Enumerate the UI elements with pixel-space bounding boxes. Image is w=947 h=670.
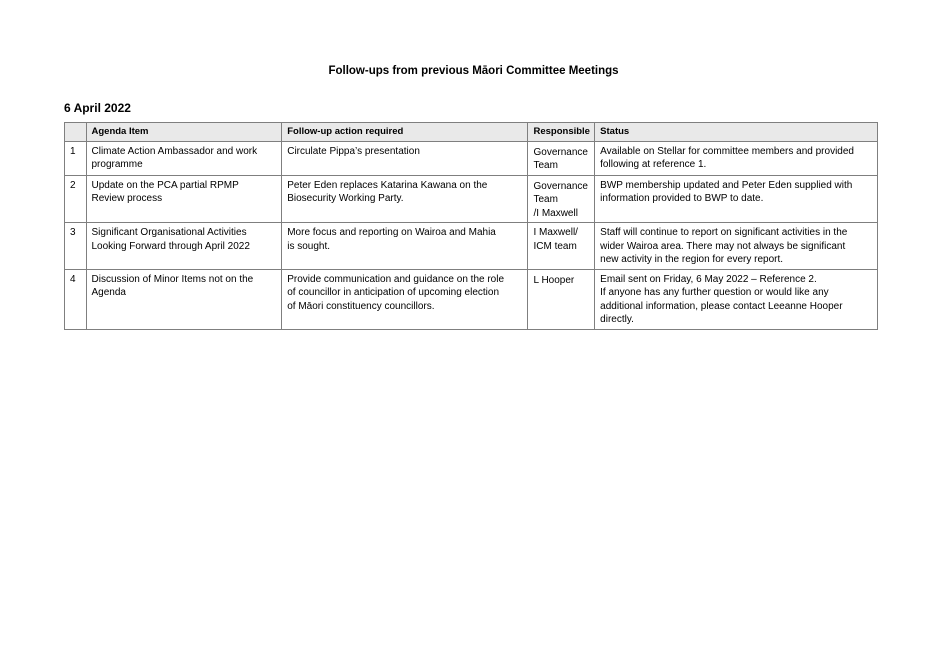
cell-line: ICM team [533,240,577,252]
cell-line: Agenda [91,287,126,298]
responsible-cell [528,223,595,270]
action-cell [282,269,528,329]
cell-line: If anyone has any further question or would like any [600,287,829,298]
cell-line: additional information, please contact Leeanne Hooper [600,300,843,312]
action-cell [282,141,528,175]
table-header [65,123,878,142]
responsible-cell [528,175,595,223]
cell-line: is sought. [287,240,331,252]
cell-line: Climate Action Ambassador and work [91,145,258,157]
responsible-cell [528,141,595,175]
table-row [65,223,878,270]
status-cell [595,175,878,223]
status-cell [595,269,878,329]
cell-line: L Hooper [533,274,575,286]
row-number: 4 [65,269,87,329]
cell-line: /I Maxwell [533,207,578,219]
header-number [65,123,87,142]
cell-line: Update on the PCA partial RPMP [91,179,239,191]
cell-line: Team [533,160,558,171]
agenda-item-cell [86,175,282,223]
cell-line: Staff will continue to report on significant activities in the [600,227,848,238]
cell-line: Governance [533,180,588,192]
cell-line: Available on Stellar for committee members and provided [600,145,854,157]
row-number: 3 [65,223,87,270]
document-title: Follow-ups from previous Māori Committee Meetings [328,65,619,77]
meeting-date-heading: 6 April 2022 [64,101,131,115]
cell-line: of Māori constituency councillors. [287,300,435,312]
cell-line: Governance [533,146,588,158]
agenda-item-cell [86,269,282,329]
cell-line: Review process [91,193,163,204]
cell-line: BWP membership updated and Peter Eden supplied with [600,179,853,191]
cell-line: Provide communication and guidance on the role [287,273,505,285]
cell-line: programme [91,159,143,170]
row-number: 2 [65,175,87,223]
action-cell [282,223,528,270]
cell-line: Circulate Pippa’s presentation [287,145,420,157]
header-agenda-item: Agenda Item [86,123,282,142]
table-row [65,269,878,329]
cell-line: directly. [600,314,634,325]
cell-line: information provided to BWP to date. [600,193,764,204]
cell-line: wider Wairoa area. There may not always be significant [600,240,846,252]
action-cell [282,175,528,223]
header-responsible: Responsible [528,123,595,142]
table-row [65,141,878,175]
header-status: Status [595,123,878,142]
status-cell [595,223,878,270]
row-number: 1 [65,141,87,175]
cell-line: of councillor in anticipation of upcoming election [287,287,500,298]
follow-ups-table [64,122,878,330]
cell-line: following at reference 1. [600,159,707,170]
cell-line: More focus and reporting on Wairoa and Mahia [287,227,496,238]
cell-line: Significant Organisational Activities [91,227,247,238]
header-follow-up-action: Follow-up action required [282,123,528,142]
cell-line: Team [533,194,558,205]
agenda-item-cell [86,223,282,270]
status-cell [595,141,878,175]
cell-line: Biosecurity Working Party. [287,193,404,204]
cell-line: new activity in the region for every report. [600,254,784,265]
agenda-item-cell [86,141,282,175]
header-row [65,123,878,142]
table-row [65,175,878,223]
cell-line: Looking Forward through April 2022 [91,240,250,252]
cell-line: Email sent on Friday, 6 May 2022 – Reference 2. [600,273,817,285]
cell-line: I Maxwell/ [533,227,578,238]
cell-line: Peter Eden replaces Katarina Kawana on the [287,179,488,191]
table-body [65,141,878,329]
cell-line: Discussion of Minor Items not on the [91,273,254,285]
responsible-cell [528,269,595,329]
